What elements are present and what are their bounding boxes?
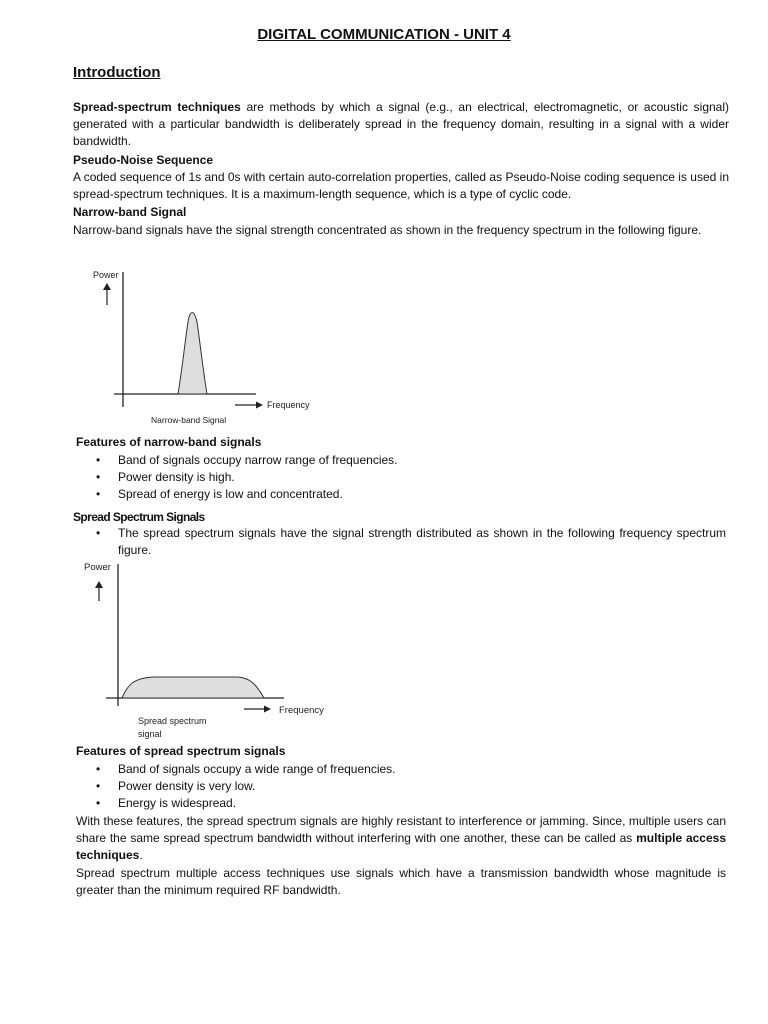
- fig1-up-arrowhead-icon: [103, 283, 111, 290]
- list-item: • Band of signals occupy a wide range of frequencies.: [73, 761, 396, 778]
- fig1-frequency-label: Frequency: [267, 400, 310, 410]
- fig2-power-label: Power: [84, 562, 111, 573]
- nb-paragraph: Narrow-band signals have the signal strength concentrated as shown in the frequency spectrum in the following figure.: [73, 223, 702, 237]
- fig1-narrow-peak: [178, 313, 207, 394]
- ss-heading: Spread Spectrum Signals: [73, 510, 205, 524]
- fig2-frequency-label: Frequency: [279, 705, 324, 716]
- fig1-power-label: Power: [93, 270, 119, 280]
- list-item: • Power density is high.: [73, 469, 398, 486]
- list-item: • Energy is widespread.: [73, 795, 396, 812]
- list-item: • Power density is very low.: [73, 778, 396, 795]
- fig2-spread-curve: [122, 677, 264, 698]
- list-item: • The spread spectrum signals have the signal strength distributed as shown in the following frequency spectrum figure.: [73, 525, 726, 559]
- pn-paragraph: A coded sequence of 1s and 0s with certain auto-correlation properties, called as Pseudo-Noise coding sequence is used in spread-spectrum techniques. It is a maximum-length sequence, which is a type of cyclic code.: [73, 170, 729, 202]
- closing-text: With these features, the spread spectrum signals are highly resistant to interference or jamming. Since, multiple users can share the same spread spectrum bandwidth without interfering with one another, these can be called as: [76, 814, 726, 846]
- fig2-up-arrowhead-icon: [95, 581, 103, 588]
- closing-paragraph: [76, 813, 726, 865]
- ss-bullet-list: [73, 525, 726, 559]
- introduction-heading: Introduction: [73, 64, 161, 81]
- narrow-band-figure: [88, 262, 328, 434]
- fig2-caption-line1: Spread spectrum: [138, 716, 207, 726]
- fig1-caption: Narrow-band Signal: [151, 415, 227, 425]
- fig2-right-arrowhead-icon: [264, 706, 271, 713]
- nb-features-list: [73, 452, 398, 504]
- intro-text: are methods by which a signal (e.g., an electrical, electromagnetic, or acoustic signal) generated with a particular bandwidth is deliberately spread in the frequency domain, resulting in a signal with a wider bandwidth.: [73, 100, 730, 149]
- ss-features-heading: Features of spread spectrum signals: [76, 744, 286, 758]
- nb-features-heading: Features of narrow-band signals: [76, 435, 262, 449]
- ss-features-list: [73, 761, 396, 813]
- fig1-right-arrowhead-icon: [256, 402, 263, 409]
- list-item: • Band of signals occupy narrow range of frequencies.: [73, 452, 398, 469]
- list-item: • Spread of energy is low and concentrated.: [73, 486, 398, 503]
- pn-heading: Pseudo-Noise Sequence: [73, 153, 214, 167]
- intro-paragraph: [73, 99, 729, 151]
- closing-end: .: [139, 848, 143, 863]
- page-title: DIGITAL COMMUNICATION - UNIT 4: [257, 26, 511, 43]
- nb-heading: Narrow-band Signal: [73, 205, 187, 219]
- fig2-caption-line2: signal: [138, 729, 162, 739]
- final-paragraph: Spread spectrum multiple access techniques use signals which have a transmission bandwidth whose magnitude is greater than the minimum required RF bandwidth.: [76, 866, 726, 898]
- intro-term: Spread-spectrum techniques: [73, 100, 241, 114]
- closing-term: multiple access techniques: [76, 831, 726, 863]
- spread-spectrum-figure: [78, 558, 340, 744]
